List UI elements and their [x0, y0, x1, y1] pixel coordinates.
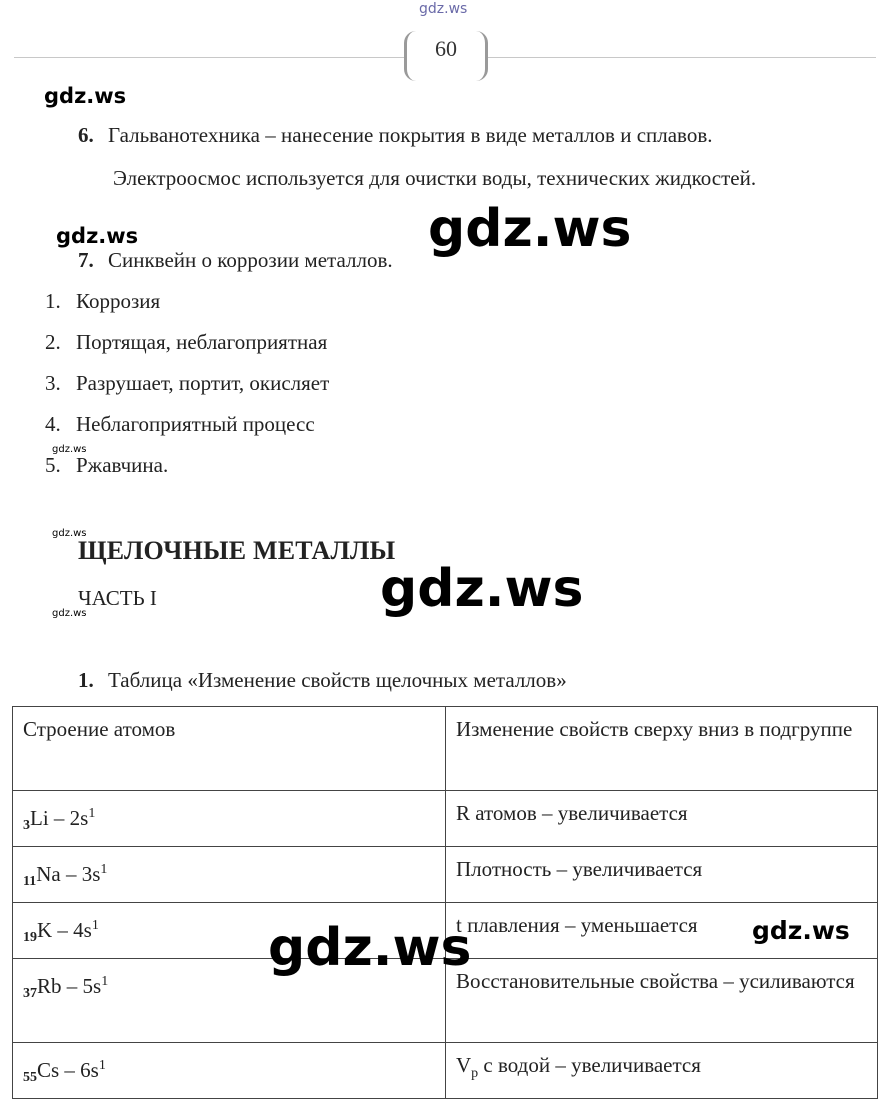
electron-count: 1	[88, 806, 96, 821]
atomic-number: 55	[23, 1070, 37, 1085]
list-item-text: Разрушает, портит, окисляет	[76, 371, 330, 395]
property-cell: Плотность – увеличивается	[446, 847, 878, 903]
table-header: Строение атомов	[13, 707, 446, 791]
atomic-number: 19	[23, 930, 37, 945]
list-item-number: 3.	[45, 371, 61, 395]
atomic-number: 37	[23, 986, 37, 1001]
item-6-line2: Электроосмос используется для очистки воды, технических жидкостей.	[113, 166, 757, 190]
item-7-text: Синквейн о коррозии металлов.	[108, 248, 393, 272]
table-row	[13, 791, 878, 847]
list-item-text: Ржавчина.	[76, 453, 169, 477]
list-item-text: Коррозия	[76, 289, 161, 313]
list-item	[45, 371, 329, 396]
table-row	[13, 847, 878, 903]
property-cell	[446, 1043, 878, 1099]
table-intro	[78, 668, 567, 693]
list-item-number: 5.	[45, 453, 61, 477]
list-item	[45, 330, 327, 355]
watermark-large: gdz.ws	[428, 199, 632, 259]
table-header: Изменение свойств сверху вниз в подгруппе	[446, 707, 878, 791]
element-config: Na – 3s	[36, 862, 101, 886]
watermark-small: gdz.ws	[52, 608, 87, 619]
element-config: Li – 2s	[30, 806, 89, 830]
list-item	[45, 453, 168, 478]
item-6	[78, 123, 713, 148]
watermark-top: gdz.ws	[419, 1, 468, 17]
list-item	[45, 412, 315, 437]
item-6-number: 6.	[78, 123, 94, 147]
atom-structure-cell	[13, 1043, 446, 1099]
list-item-text: Портящая, неблагоприятная	[76, 330, 328, 354]
atomic-number: 3	[23, 818, 30, 833]
page-number: 60	[435, 36, 457, 61]
watermark-small: gdz.ws	[52, 528, 87, 539]
table-header-row	[13, 707, 878, 791]
item-7-number: 7.	[78, 248, 94, 272]
list-item-number: 4.	[45, 412, 61, 436]
item-7	[78, 248, 393, 273]
property-text: с водой – увеличивается	[478, 1053, 701, 1077]
watermark: gdz.ws	[44, 84, 127, 108]
watermark: gdz.ws	[56, 224, 139, 248]
element-config: K – 4s	[37, 918, 92, 942]
watermark-large: gdz.ws	[380, 559, 584, 619]
property-cell: t плавления – уменьшается	[446, 903, 878, 959]
atomic-number: 11	[23, 874, 37, 889]
electron-count: 1	[101, 974, 109, 989]
table-intro-text: Таблица «Изменение свойств щелочных металлов»	[108, 668, 567, 692]
list-item	[45, 289, 160, 314]
section-title: ЩЕЛОЧНЫЕ МЕТАЛЛЫ	[78, 536, 396, 565]
atom-structure-cell	[13, 847, 446, 903]
watermark-large: gdz.ws	[268, 918, 472, 978]
electron-count: 1	[98, 1058, 106, 1073]
property-symbol: V	[456, 1053, 472, 1077]
element-config: Cs – 6s	[37, 1058, 99, 1082]
alkali-metals-table	[12, 706, 878, 1099]
list-item-text: Неблагоприятный процесс	[76, 412, 315, 436]
item-6-line1: Гальванотехника – нанесение покрытия в виде металлов и сплавов.	[108, 123, 713, 147]
section-part: ЧАСТЬ I	[78, 586, 157, 610]
table-intro-number: 1.	[78, 668, 94, 692]
watermark-small: gdz.ws	[52, 444, 87, 455]
property-subscript: р	[471, 1066, 479, 1082]
property-cell: R атомов – увеличивается	[446, 791, 878, 847]
list-item-number: 2.	[45, 330, 61, 354]
atom-structure-cell	[13, 791, 446, 847]
list-item-number: 1.	[45, 289, 61, 313]
table-row	[13, 1043, 878, 1099]
property-cell: Восстановительные свойства – усиливаются	[446, 959, 878, 1043]
electron-count: 1	[91, 918, 99, 933]
electron-count: 1	[100, 862, 108, 877]
element-config: Rb – 5s	[37, 974, 102, 998]
watermark: gdz.ws	[752, 916, 850, 945]
